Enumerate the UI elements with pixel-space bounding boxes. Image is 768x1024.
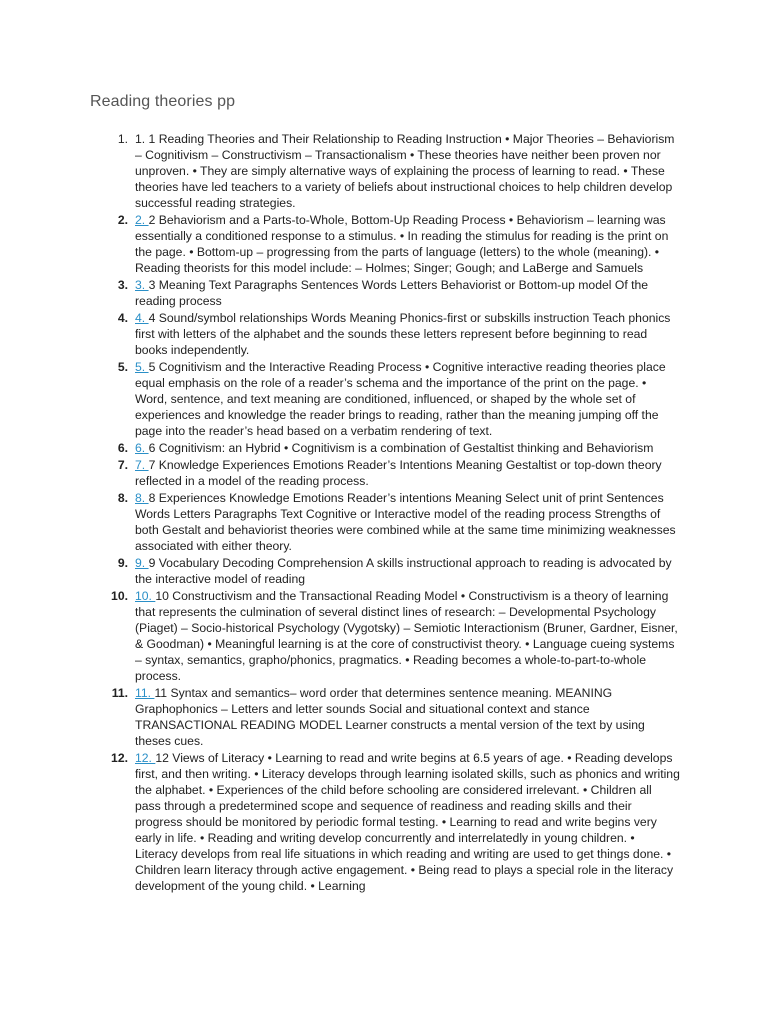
item-number: 3.: [117, 278, 128, 292]
list-item: [80, 277, 680, 309]
item-text: 1. 1 Reading Theories and Their Relationship to Reading Instruction • Major Theories – Behaviorism – Cognitivism – Constructivism – Transactionalism • These theories have neither been proven nor unproven. • They are simply alternative ways of explaining the process of learning to read. • These theories have led teachers to a variety of beliefs about instructional choices to help children develop successful reading strategies.: [135, 132, 675, 210]
slide-link[interactable]: 10.: [135, 589, 156, 603]
slide-link[interactable]: 6.: [135, 441, 149, 455]
slide-link[interactable]: 12.: [135, 751, 156, 765]
list-item: [80, 685, 680, 749]
list-item: [80, 131, 680, 211]
list-item: [80, 588, 680, 684]
list-item: [80, 212, 680, 276]
list-item: [80, 457, 680, 489]
item-text: 2 Behaviorism and a Parts-to-Whole, Bottom-Up Reading Process • Behaviorism – learning was essentially a conditioned response to a stimulus. • In reading the stimulus for reading is the print on the page. • Bottom-up – progressing from the parts of language (letters) to the whole (meaning). • Reading theorists for this model include: – Holmes; Singer; Gough; and LaBerge and Samuels: [135, 213, 669, 275]
item-number: 2.: [117, 213, 128, 227]
item-text: 12 Views of Literacy • Learning to read and write begins at 6.5 years of age. • Reading develops first, and then writing. • Literacy develops through learning isolated skills, such as phonics and writing the alphabet. • Experiences of the child before schooling are considered irrelevant. • Children all pass through a predetermined scope and sequence of readiness and reading skills and their progress should be monitored by periodic formal testing. • Learning to read and write begins very early in life. • Reading and writing develop concurrently and interrelatedly in young children. • Literacy develops from real life situations in which reading and writing are used to get things done. • Children learn literacy through active engagement. • Being read to plays a special role in the literacy development of the young child. • Learning: [135, 751, 680, 893]
slide-link[interactable]: 7.: [135, 458, 149, 472]
item-number: 6.: [117, 441, 128, 455]
slide-link[interactable]: 5.: [135, 360, 149, 374]
list-item: [80, 750, 680, 894]
list-item: [80, 440, 680, 456]
slide-link[interactable]: 2.: [135, 213, 149, 227]
item-text: 10 Constructivism and the Transactional Reading Model • Constructivism is a theory of learning that represents the culmination of several distinct lines of research: – Developmental Psychology (Piaget) – Socio-historical Psychology (Vygotsky) – Semiotic Interactionism (Bruner, Gardner, Eisner, & Goodman) • Meaningful learning is at the core of constructivist theory. • Language cueing systems – syntax, semantics, grapho/phonics, pragmatics. • Reading becomes a whole-to-part-to-whole process.: [135, 589, 678, 683]
item-text: 3 Meaning Text Paragraphs Sentences Words Letters Behaviorist or Bottom-up model Of the reading process: [135, 278, 649, 308]
slide-link[interactable]: 8.: [135, 491, 149, 505]
item-number: 10.: [111, 589, 128, 603]
item-text: 4 Sound/symbol relationships Words Meaning Phonics-first or subskills instruction Teach phonics first with letters of the alphabet and the sounds these letters represent before beginning to read books independently.: [135, 311, 671, 357]
item-text: 8 Experiences Knowledge Emotions Reader’s intentions Meaning Select unit of print Sentences Words Letters Paragraphs Text Cognitive or Interactive model of the reading process Strengths of both Gestalt and behaviorist theories were combined while at the same time minimizing weaknesses associated with either theory.: [135, 491, 676, 553]
item-number: 11.: [111, 686, 128, 700]
list-item: [80, 359, 680, 439]
slide-link[interactable]: 3.: [135, 278, 149, 292]
item-number: 9.: [117, 556, 128, 570]
item-text: 5 Cognitivism and the Interactive Reading Process • Cognitive interactive reading theories place equal emphasis on the role of a reader’s schema and the importance of the print on the page. • Word, sentence, and text meaning are conditioned, influenced, or shaped by the whole set of experiences and knowledge the reader brings to reading, rather than the meaning jumping off the page into the reader’s head based on a verbatim rendering of text.: [135, 360, 666, 438]
item-number: 7.: [117, 458, 128, 472]
item-text: 11 Syntax and semantics– word order that determines sentence meaning. MEANING Graphophonics – Letters and letter sounds Social and situational context and stance TRANSACTIONAL READING MODEL Learner constructs a mental version of the text by using theses cues.: [135, 686, 645, 748]
item-number: 4.: [117, 311, 128, 325]
item-number: 5.: [117, 360, 128, 374]
slide-link[interactable]: 9.: [135, 556, 149, 570]
page-title: Reading theories pp: [90, 93, 236, 110]
item-number: 8.: [117, 491, 128, 505]
list-item: [80, 310, 680, 358]
item-number: 12.: [111, 751, 128, 765]
list-item: [80, 555, 680, 587]
item-text: 6 Cognitivism: an Hybrid • Cognitivism is a combination of Gestaltist thinking and Behaviorism: [148, 441, 654, 455]
item-text: 7 Knowledge Experiences Emotions Reader’s Intentions Meaning Gestaltist or top-down theory reflected in a model of the reading process.: [135, 458, 662, 488]
slide-list: [80, 131, 680, 895]
item-text: 9 Vocabulary Decoding Comprehension A skills instructional approach to reading is advocated by the interactive model of reading: [135, 556, 672, 586]
item-number: 1.: [117, 132, 128, 146]
list-item: [80, 490, 680, 554]
slide-link[interactable]: 4.: [135, 311, 149, 325]
slide-link[interactable]: 11.: [135, 686, 155, 700]
